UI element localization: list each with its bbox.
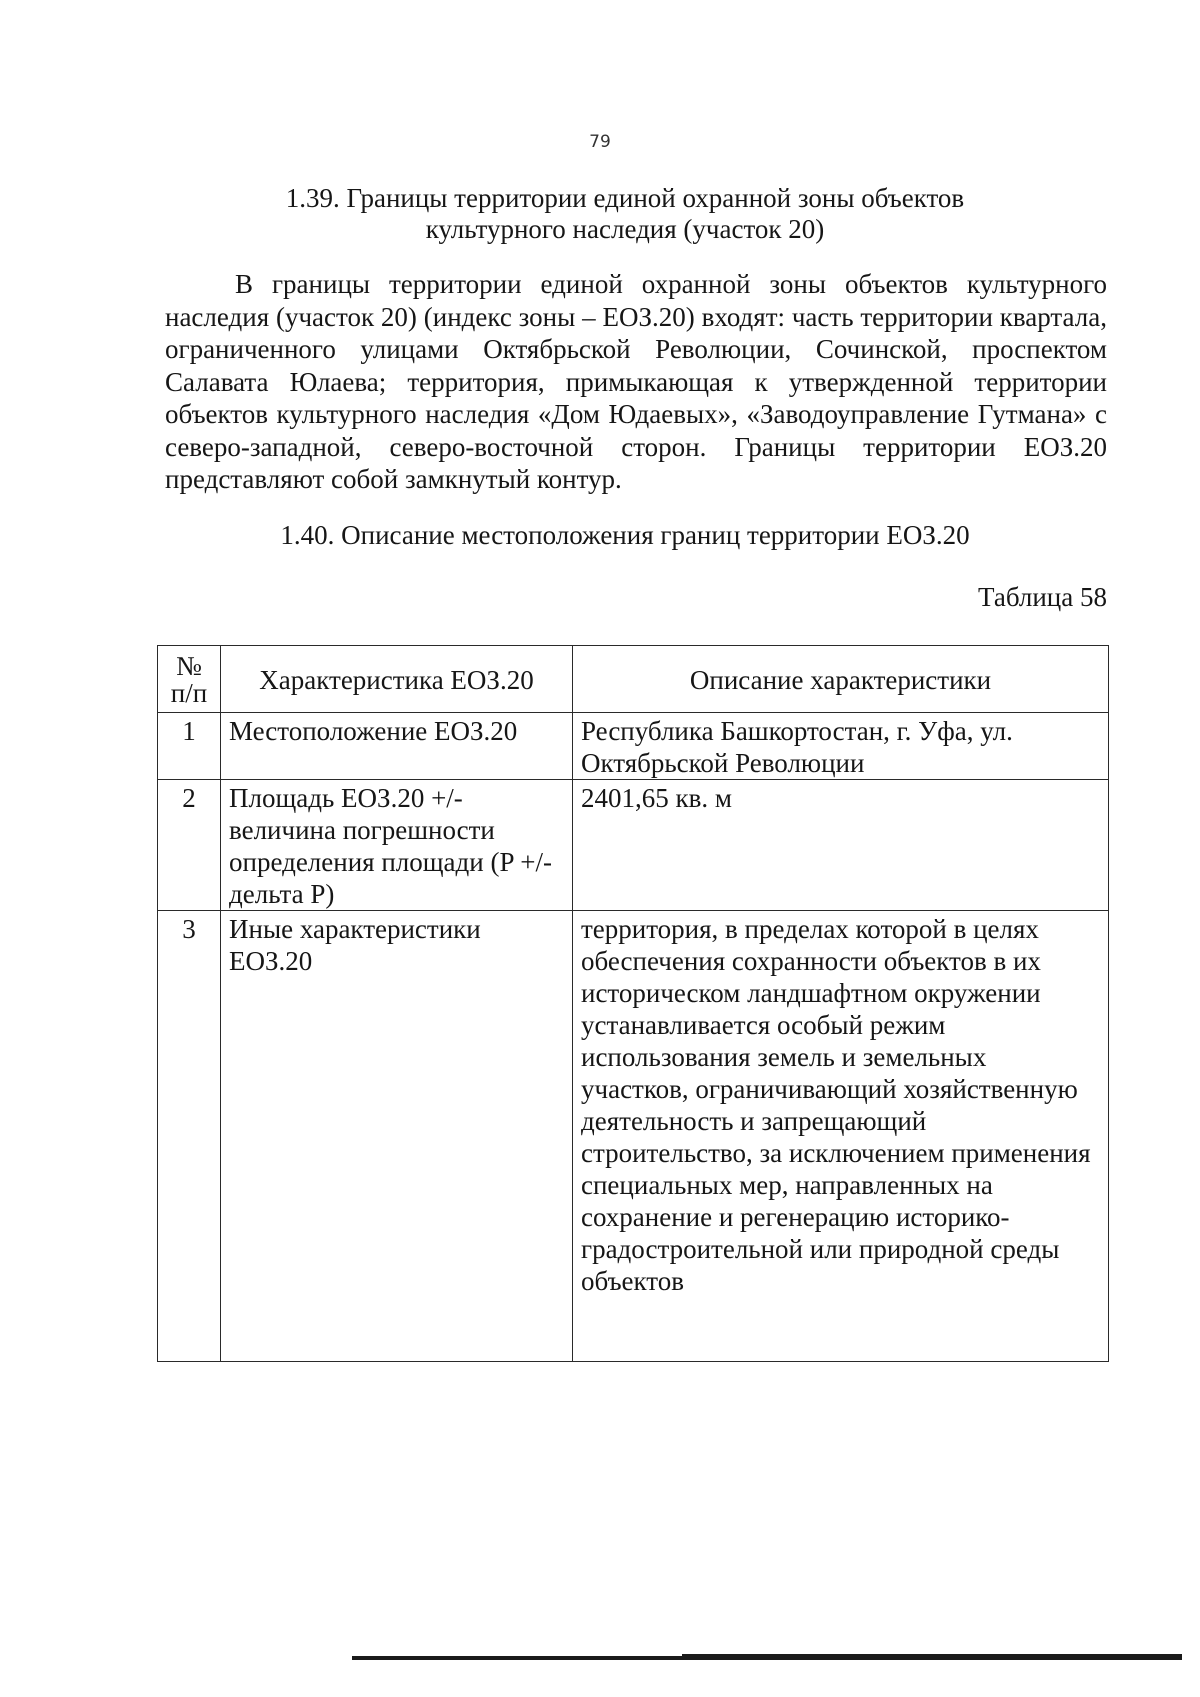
table-header-row — [158, 646, 1109, 713]
header-characteristic: Характеристика ЕОЗ.20 — [221, 646, 573, 713]
row-number: 3 — [158, 911, 221, 1362]
bottom-divider — [352, 1654, 1182, 1660]
row-description: Республика Башкортостан, г. Уфа, ул. Октябрьской Революции — [573, 713, 1109, 780]
header-number-line-1: № — [176, 651, 202, 681]
row-number: 2 — [158, 780, 221, 911]
row-description: 2401,65 кв. м — [573, 780, 1109, 911]
table-row — [158, 780, 1109, 911]
row-description: территория, в пределах которой в целях обеспечения сохранности объектов в их историческом ландшафтном окружении устанавливается особый режим использования земель и земельных участков, ограничивающий хозяйственную деятельность и запрещающий строительство, за исключением применения специальных мер, направленных на сохранение и регенерацию историко-градостроительной или природной среды объектов — [573, 911, 1109, 1362]
section-heading-1-39 — [150, 183, 1100, 245]
eoz-characteristics-table — [157, 645, 1109, 1362]
section-heading-line-1: 1.39. Границы территории единой охранной зоны объектов — [285, 183, 965, 213]
section-heading-1-40: 1.40. Описание местоположения границ территории ЕОЗ.20 — [280, 520, 970, 550]
row-characteristic: Иные характеристики ЕОЗ.20 — [221, 911, 573, 1362]
header-number-line-2: п/п — [170, 678, 208, 708]
section-heading-line-2: культурного наследия (участок 20) — [425, 214, 825, 244]
body-paragraph: В границы территории единой охранной зоны объектов культурного наследия (участок 20) (индекс зоны – ЕОЗ.20) входят: часть территории квартала, ограниченного улицами Октябрьской Революции, Сочинской, проспектом Салавата Юлаева; территория, примыкающая к утвержденной территории объектов культурного наследия «Дом Юдаевых», «Заводоуправление Гутмана» с северо-западной, северо-восточной сторон. Границы территории ЕОЗ.20 представляют собой замкнутый контур. — [165, 269, 1107, 494]
row-characteristic: Площадь ЕОЗ.20 +/- величина погрешности определения площади (P +/- дельта P) — [221, 780, 573, 911]
page-number: 79 — [589, 132, 611, 152]
row-number: 1 — [158, 713, 221, 780]
table-row — [158, 713, 1109, 780]
table-caption: Таблица 58 — [978, 582, 1107, 612]
header-number — [158, 646, 221, 713]
row-characteristic: Местоположение ЕОЗ.20 — [221, 713, 573, 780]
table-row — [158, 911, 1109, 1362]
header-description: Описание характеристики — [573, 646, 1109, 713]
